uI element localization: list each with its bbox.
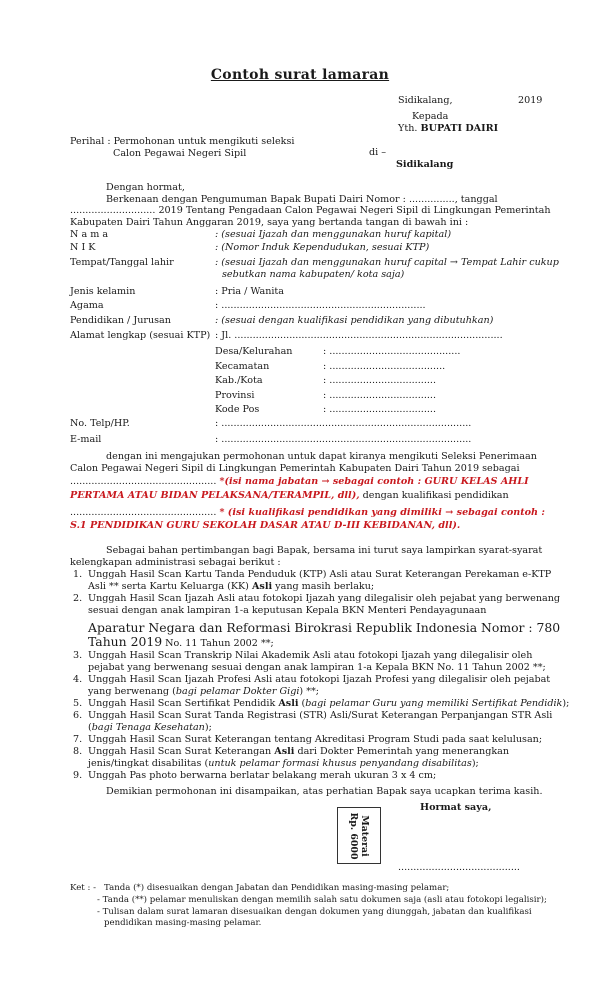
note-2-text: Tanda (**) pelamar menuliskan dengan memilih salah satu dokumen saja (asli atau fotokopi legalisir); bbox=[102, 895, 547, 905]
attachment-8-text: Unggah Hasil Scan Surat Keterangan bbox=[88, 746, 275, 757]
provinsi-label: Provinsi bbox=[215, 390, 255, 401]
kualifikasi-hint-cont: S.1 PENDIDIKAN GURU SEKOLAH DASAR ATAU D-III KEBIDANAN, dll). bbox=[70, 520, 461, 531]
nik-value: : (Nomor Induk Kependudukan, sesuai KTP) bbox=[215, 242, 430, 253]
attachment-8-tail: dari Dokter Pemerintah yang menerangkan bbox=[294, 746, 510, 757]
telp-value: : .................................................................................. bbox=[215, 418, 472, 429]
attachment-1-text: Asli ** serta Kartu Keluarga (KK) bbox=[88, 581, 252, 592]
attachment-6-line1: Unggah Hasil Scan Surat Tanda Registrasi (STR) Asli/Surat Keterangan Perpanjangan STR Asli bbox=[88, 710, 553, 721]
alamat-value: : Jl. ........................................................................................ bbox=[215, 330, 503, 341]
note-3: - Tulisan dalam surat lamaran disesuaikan dengan dokumen yang diunggah, jabatan dan kualifikasi bbox=[97, 907, 532, 917]
kabkota-value: : ................................... bbox=[323, 375, 437, 386]
pendidikan-label: Pendidikan / Jurusan bbox=[70, 315, 171, 326]
attachment-1-tail: yang masih berlaku; bbox=[272, 581, 375, 592]
attachment-5-text: Unggah Hasil Scan Sertifikat Pendidik bbox=[88, 698, 279, 709]
kodepos-value: : ................................... bbox=[323, 404, 437, 415]
kabkota-label: Kab./Kota bbox=[215, 375, 263, 386]
notes-label: Ket : - bbox=[70, 883, 96, 893]
attachment-8-tail2: ); bbox=[471, 758, 479, 769]
opening-line1: Berkenaan dengan Pengumuman Bapak Bupati Dairi Nomor : ..............., tanggal bbox=[106, 194, 498, 205]
stamp-text bbox=[348, 812, 370, 859]
attachment-8-text2: jenis/tingkat disabilitas ( bbox=[88, 758, 209, 769]
kualifikasi-text: dengan kualifikasi pendidikan bbox=[362, 490, 509, 501]
attachment-5-note: bagi pelamar Guru yang memiliki Sertifikat Pendidik bbox=[305, 698, 563, 709]
recipient-name: BUPATI DAIRI bbox=[420, 123, 499, 134]
perihal-line2: Calon Pegawai Negeri Sipil bbox=[113, 148, 247, 159]
request-line5 bbox=[70, 507, 545, 519]
letter-title: Contoh surat lamaran bbox=[210, 67, 390, 83]
stamp-line2: Rp. 6000 bbox=[348, 812, 359, 859]
signature-line: ........................................ bbox=[398, 862, 520, 873]
note-2: - Tanda (**) pelamar menuliskan dengan memilih salah satu dokumen saja (asli atau fotokopi legalisir); bbox=[97, 895, 547, 905]
di-text: di – bbox=[369, 147, 387, 158]
agama-label: Agama bbox=[70, 300, 104, 311]
attachment-2-tail: No. 11 Tahun 2002 **; bbox=[162, 638, 274, 649]
salutation: Dengan hormat, bbox=[106, 182, 185, 193]
alamat-label: Alamat lengkap (sesuai KTP) bbox=[70, 330, 211, 341]
attachment-5-tail: ); bbox=[562, 698, 570, 709]
pendidikan-value: : (sesuai dengan kualifikasi pendidikan yang dibutuhkan) bbox=[215, 315, 494, 326]
desa-label: Desa/Kelurahan bbox=[215, 346, 293, 357]
attachment-6-line2 bbox=[88, 722, 212, 733]
nik-label: N I K bbox=[70, 242, 96, 253]
attachment-5-paren: ( bbox=[298, 698, 306, 709]
attachment-2-line2: sesuai dengan anak lampiran 1-a keputusan Kepala BKN Menteri Pendayagunaan bbox=[88, 605, 487, 616]
opening-line2: ............................ 2019 Tentang Pengadaan Calon Pegawai Negeri Sipil di Lingkungan Pemerintah bbox=[70, 205, 551, 216]
opening-line3: Kabupaten Dairi Tahun Anggaran 2019, saya yang bertanda tangan di bawah ini : bbox=[70, 217, 469, 228]
attachment-9-number: 9. bbox=[73, 770, 83, 781]
nama-label: N a m a bbox=[70, 229, 109, 240]
attachment-8-asli: Asli bbox=[274, 746, 295, 757]
kepada-text: Kepada bbox=[412, 111, 449, 122]
attachment-5-number: 5. bbox=[73, 698, 83, 709]
attachment-6-tail: ); bbox=[204, 722, 212, 733]
attachment-1-line1: Unggah Hasil Scan Kartu Tanda Penduduk (KTP) Asli atau Surat Keterangan Perekaman e-KTP bbox=[88, 569, 552, 580]
closing-text: Demikian permohonan ini disampaikan, atas perhatian Bapak saya ucapkan terima kasih. bbox=[106, 786, 543, 797]
email-label: E-mail bbox=[70, 434, 102, 445]
attachment-8-line2 bbox=[88, 758, 479, 769]
attachment-6-note: bagi Tenaga Kesehatan bbox=[91, 722, 205, 733]
kecamatan-value: : ...................................... bbox=[323, 361, 446, 372]
attachment-2-line4 bbox=[88, 634, 274, 649]
signature-greeting: Hormat saya, bbox=[420, 802, 492, 813]
attachment-3-number: 3. bbox=[73, 650, 83, 661]
year-text: 2019 bbox=[518, 95, 543, 106]
attachment-1-line2 bbox=[88, 581, 374, 592]
jabatan-dots: ................................................ bbox=[70, 476, 217, 487]
note-3-cont: pendidikan masing-masing pelamar. bbox=[104, 918, 262, 928]
note-1: Tanda (*) disesuaikan dengan Jabatan dan Pendidikan masing-masing pelamar; bbox=[104, 883, 450, 893]
jabatan-hint-cont: PERTAMA ATAU BIDAN PELAKSANA/TERAMPIL, dll), bbox=[70, 490, 360, 501]
attachment-4-note: bagi pelamar Dokter Gigi bbox=[175, 686, 300, 697]
attachment-4-text: yang berwenang ( bbox=[88, 686, 176, 697]
attachment-7-number: 7. bbox=[73, 734, 83, 745]
attachments-intro-line1: Sebagai bahan pertimbangan bagi Bapak, bersama ini turut saya lampirkan syarat-syarat bbox=[106, 545, 543, 556]
attachment-9-line1: Unggah Pas photo berwarna berlatar belakang merah ukuran 3 x 4 cm; bbox=[88, 770, 437, 781]
materai-stamp bbox=[337, 807, 381, 864]
kualifikasi-hint: * (isi kualifikasi pendidikan yang dimiliki → sebagai contoh : bbox=[219, 507, 545, 518]
attachment-4-line2 bbox=[88, 686, 319, 697]
ttl-label: Tempat/Tanggal lahir bbox=[70, 257, 174, 268]
ttl-value1: : (sesuai Ijazah dan menggunakan huruf capital → Tempat Lahir cukup bbox=[215, 257, 559, 268]
attachment-5-line1 bbox=[88, 698, 569, 709]
ttl-value2: sebutkan nama kabupaten/ kota saja) bbox=[222, 269, 405, 280]
provinsi-value: : ................................... bbox=[323, 390, 437, 401]
attachment-2-line3: Aparatur Negara dan Reformasi Birokrasi Republik Indonesia Nomor : 780 bbox=[88, 620, 561, 635]
note-3-text: Tulisan dalam surat lamaran disesuaikan dengan dokumen yang diunggah, jabatan dan kualifikasi bbox=[102, 907, 532, 917]
recipient-city: Sidikalang bbox=[396, 159, 454, 170]
attachment-4-number: 4. bbox=[73, 674, 83, 685]
desa-value: : ........................................... bbox=[323, 346, 461, 357]
attachment-8-note: untuk pelamar formasi khusus penyandang disabilitas bbox=[208, 758, 472, 769]
nama-value: : (sesuai Ijazah dan menggunakan huruf kapital) bbox=[215, 229, 452, 240]
yth-prefix: Yth. bbox=[398, 123, 418, 134]
attachment-8-number: 8. bbox=[73, 746, 83, 757]
attachment-7-line1: Unggah Hasil Scan Surat Keterangan tentang Akreditasi Program Studi pada saat kelulusan; bbox=[88, 734, 543, 745]
telp-label: No. Telp/HP. bbox=[70, 418, 130, 429]
attachment-1-asli: Asli bbox=[251, 581, 273, 592]
jk-value: : Pria / Wanita bbox=[215, 286, 285, 297]
jabatan-hint: *(isi nama jabatan → sebagai contoh : GURU KELAS AHLI bbox=[219, 476, 529, 487]
request-line1: dengan ini mengajukan permohonan untuk dapat kiranya mengikuti Seleksi Penerimaan bbox=[106, 451, 537, 462]
kecamatan-label: Kecamatan bbox=[215, 361, 270, 372]
attachment-2-line1: Unggah Hasil Scan Ijazah Asli atau fotokopi Ijazah yang dilegalisir oleh pejabat yang berwenang bbox=[88, 593, 561, 604]
agama-value: : ................................................................... bbox=[215, 300, 426, 311]
request-line4 bbox=[70, 490, 509, 502]
request-line2: Calon Pegawai Negeri Sipil di Lingkungan Pemerintah Kabupaten Dairi Tahun 2019 sebagai bbox=[70, 463, 520, 474]
attachment-1-number: 1. bbox=[73, 569, 83, 580]
request-line3 bbox=[70, 476, 529, 488]
perihal-line1: Perihal : Permohonan untuk mengikuti seleksi bbox=[70, 136, 295, 147]
attachments-intro-line2: kelengkapan administrasi sebagai berikut : bbox=[70, 557, 281, 568]
attachment-2-year: Tahun 2019 bbox=[88, 634, 163, 649]
kualifikasi-dots: ................................................ bbox=[70, 507, 217, 518]
attachment-2-number: 2. bbox=[73, 593, 83, 604]
attachment-3-line1: Unggah Hasil Scan Transkrip Nilai Akademik Asli atau fotokopi Ijazah yang dilegalisir oleh bbox=[88, 650, 533, 661]
attachment-5-asli: Asli bbox=[278, 698, 299, 709]
attachment-6-paren: ( bbox=[88, 722, 92, 733]
attachment-4-line1: Unggah Hasil Scan Ijazah Profesi Asli atau fotokopi Ijazah Profesi yang dilegalisir oleh pejabat bbox=[88, 674, 551, 685]
attachment-4-tail: ) **; bbox=[299, 686, 320, 697]
kodepos-label: Kode Pos bbox=[215, 404, 260, 415]
recipient-line bbox=[398, 123, 498, 135]
jk-label: Jenis kelamin bbox=[70, 286, 136, 297]
attachment-8-line1 bbox=[88, 746, 509, 757]
stamp-line1: Materai bbox=[359, 814, 370, 857]
email-value: : .................................................................................. bbox=[215, 434, 472, 445]
place-text: Sidikalang, bbox=[398, 95, 453, 106]
attachment-6-number: 6. bbox=[73, 710, 83, 721]
attachment-3-line2: pejabat yang berwenang sesuai dengan anak lampiran 1-a Kepala BKN No. 11 Tahun 2002 **; bbox=[88, 662, 546, 673]
